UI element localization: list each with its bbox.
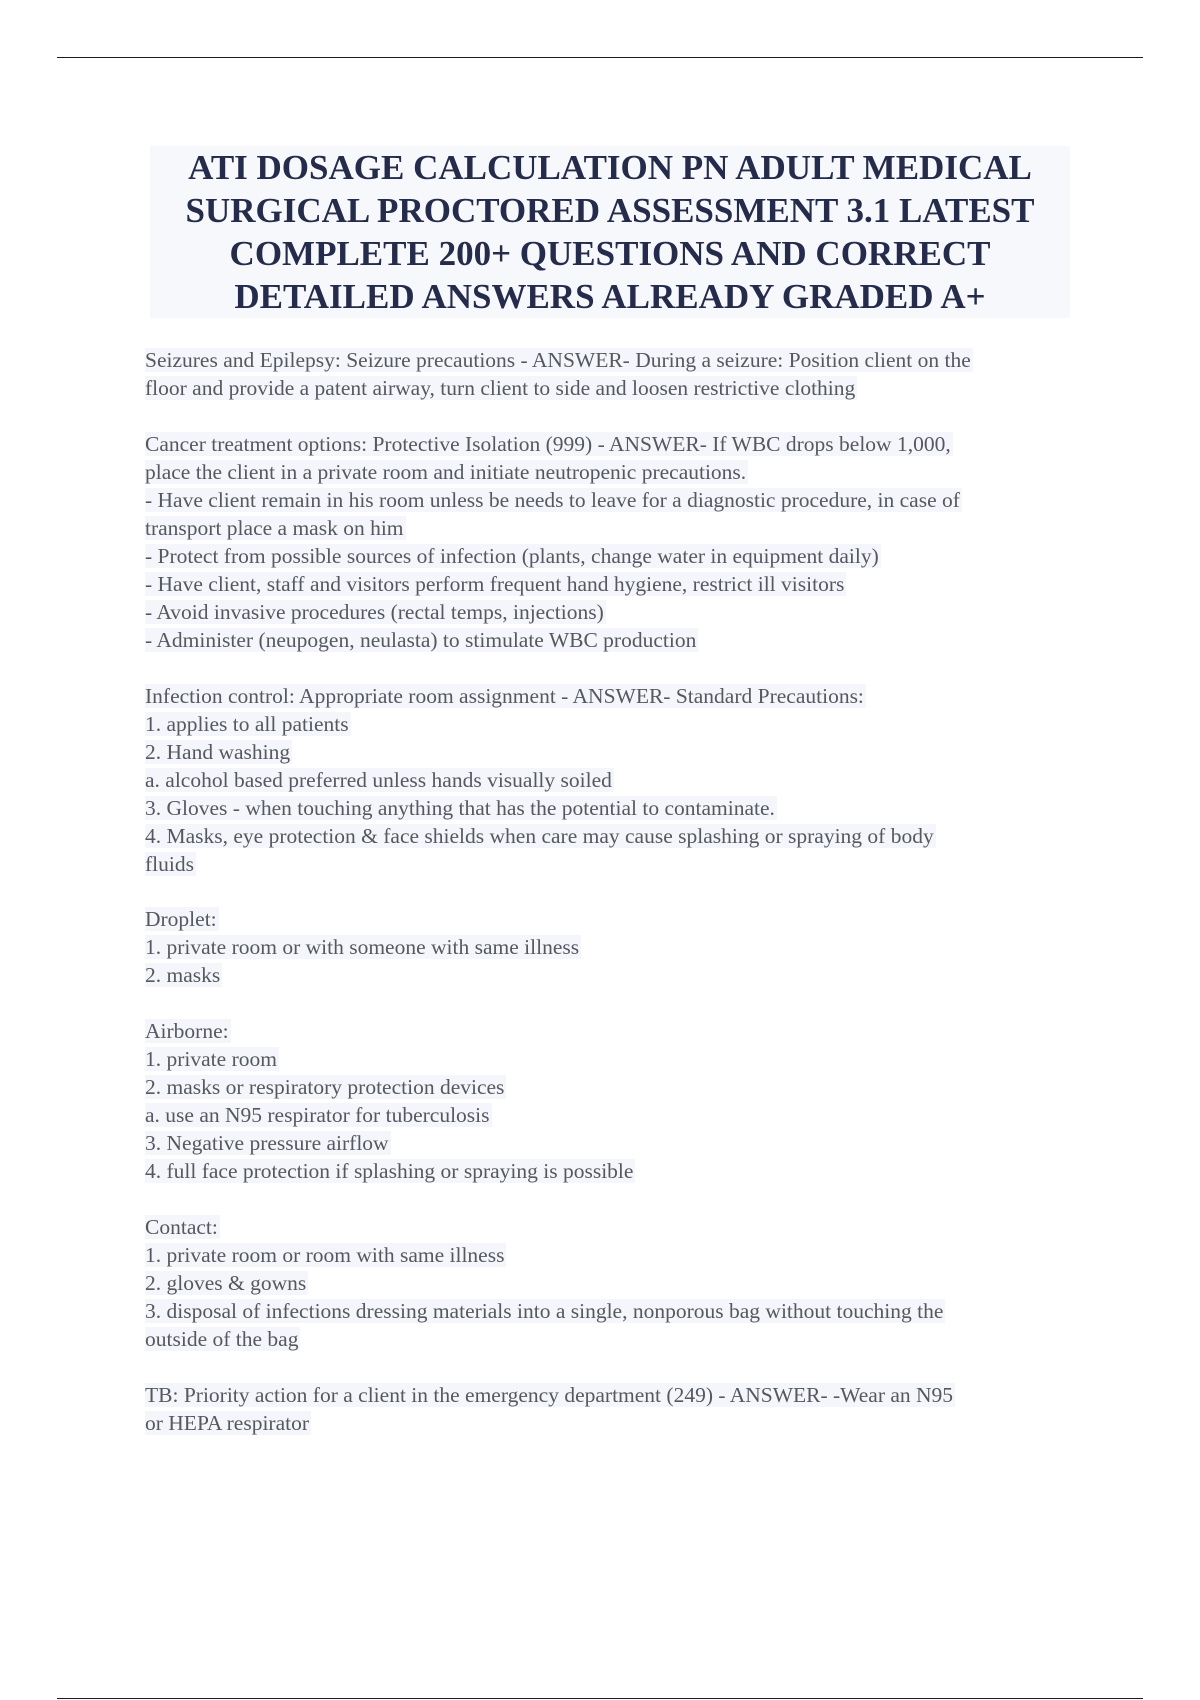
- text-line: 1. private room or room with same illness: [145, 1242, 505, 1267]
- text-line: - Have client, staff and visitors perform frequent hand hygiene, restrict ill visitors: [145, 571, 845, 596]
- section-heading: Airborne:: [145, 1019, 229, 1044]
- top-rule: [57, 57, 1143, 58]
- text-line: transport place a mask on him: [145, 515, 404, 540]
- title-line: COMPLETE 200+ QUESTIONS AND CORRECT: [229, 234, 991, 273]
- qa-protective-isolation: [145, 430, 1085, 654]
- text-line: 2. gloves & gowns: [145, 1270, 307, 1295]
- text-line: 3. Gloves - when touching anything that has the potential to contaminate.: [145, 795, 775, 820]
- qa-seizure-precautions: [145, 346, 1085, 402]
- document-title: [150, 146, 1070, 318]
- text-line: a. alcohol based preferred unless hands visually soiled: [145, 767, 612, 792]
- title-line: SURGICAL PROCTORED ASSESSMENT 3.1 LATEST: [185, 191, 1035, 230]
- bottom-rule: [57, 1698, 1143, 1699]
- title-line: DETAILED ANSWERS ALREADY GRADED A+: [234, 277, 986, 316]
- section-heading: Droplet:: [145, 907, 217, 932]
- text-line: floor and provide a patent airway, turn client to side and loosen restrictive clothing: [145, 376, 856, 400]
- title-line: ATI DOSAGE CALCULATION PN ADULT MEDICAL: [188, 148, 1032, 187]
- text-line: fluids: [145, 851, 194, 876]
- text-line: TB: Priority action for a client in the emergency department (249) - ANSWER- -Wear an N95: [145, 1382, 954, 1407]
- text-line: 2. masks or respiratory protection devices: [145, 1075, 505, 1100]
- droplet-section: [145, 905, 1085, 989]
- text-line: - Avoid invasive procedures (rectal temps, injections): [145, 599, 604, 624]
- text-line: 2. masks: [145, 963, 221, 988]
- text-line: 4. Masks, eye protection & face shields when care may cause splashing or spraying of body: [145, 823, 934, 848]
- text-line: place the client in a private room and initiate neutropenic precautions.: [145, 459, 747, 484]
- text-line: outside of the bag: [145, 1326, 299, 1351]
- text-line: - Administer (neupogen, neulasta) to stimulate WBC production: [145, 627, 697, 652]
- text-line: Cancer treatment options: Protective Isolation (999) - ANSWER- If WBC drops below 1,000,: [145, 431, 951, 456]
- text-line: 4. full face protection if splashing or spraying is possible: [145, 1159, 634, 1184]
- text-line: 1. private room or with someone with same illness: [145, 935, 580, 960]
- text-line: 3. Negative pressure airflow: [145, 1131, 389, 1156]
- text-line: 2. Hand washing: [145, 739, 291, 764]
- text-line: Infection control: Appropriate room assignment - ANSWER- Standard Precautions:: [145, 683, 864, 708]
- contact-section: [145, 1213, 1085, 1353]
- document-body: [145, 346, 1085, 1465]
- text-line: a. use an N95 respirator for tuberculosis: [145, 1103, 490, 1128]
- text-line: - Protect from possible sources of infection (plants, change water in equipment daily): [145, 543, 879, 568]
- qa-infection-control: [145, 682, 1085, 878]
- text-line: 1. applies to all patients: [145, 711, 349, 736]
- text-line: 1. private room: [145, 1047, 277, 1072]
- section-heading: Contact:: [145, 1214, 218, 1239]
- airborne-section: [145, 1017, 1085, 1185]
- text-line: - Have client remain in his room unless be needs to leave for a diagnostic procedure, in case of: [145, 487, 960, 512]
- text-line: Seizures and Epilepsy: Seizure precautions - ANSWER- During a seizure: Position client on the: [145, 348, 971, 372]
- text-line: 3. disposal of infections dressing materials into a single, nonporous bag without touching the: [145, 1298, 944, 1323]
- text-line: or HEPA respirator: [145, 1410, 310, 1435]
- qa-tb-priority: [145, 1381, 1085, 1437]
